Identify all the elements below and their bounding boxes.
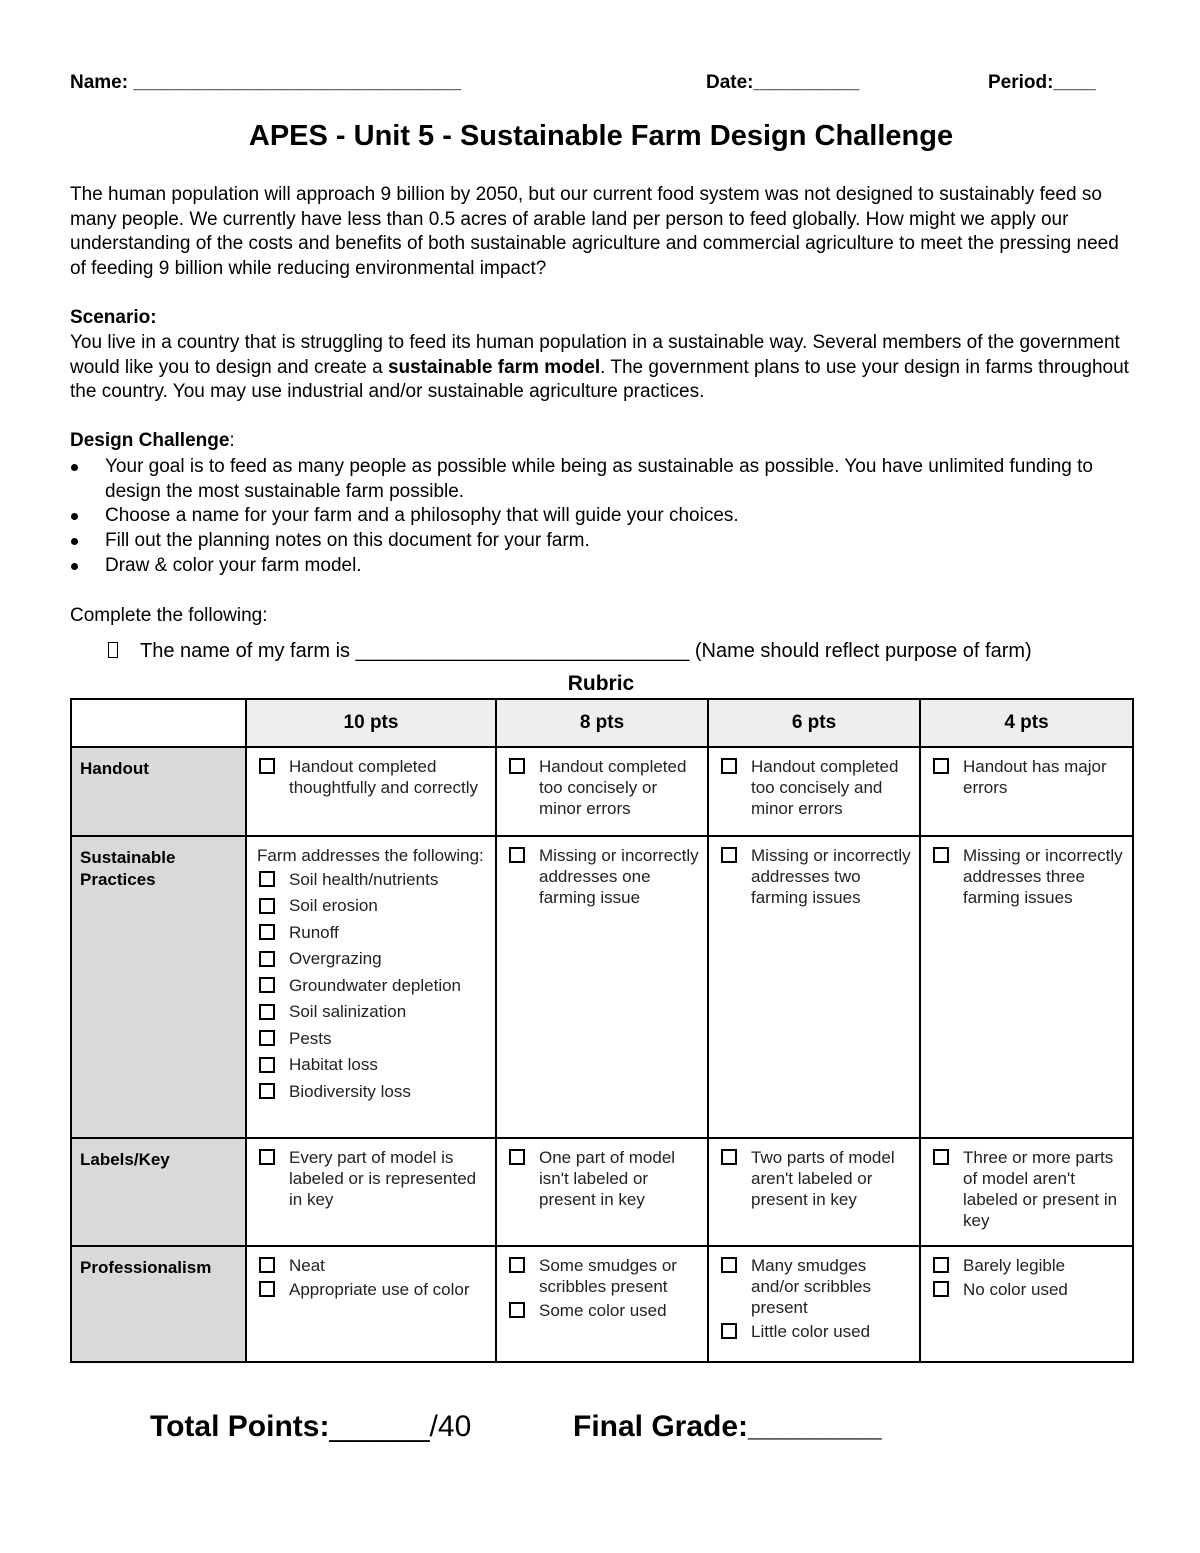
checkbox[interactable]	[259, 1257, 275, 1273]
checkbox[interactable]	[933, 1149, 949, 1165]
practice-label: Biodiversity loss	[289, 1081, 411, 1101]
row-header: Handout	[71, 747, 246, 836]
scenario-heading: Scenario:	[70, 307, 157, 328]
complete-label: Complete the following:	[70, 605, 268, 626]
checkbox[interactable]	[259, 924, 275, 940]
practices-intro: Farm addresses the following:	[257, 846, 484, 865]
criterion-text: Handout has major errors	[963, 757, 1107, 797]
intro-paragraph: The human population will approach 9 billion by 2050, but our current food system was not designed to sustainably feed so many people. We currently have less than 0.5 acres of arable land per person to feed globally. How might we apply our understanding of the costs and benefits of both sustainable agriculture and commercial agriculture to meet the pressing need of feeding 9 billion while reducing environmental impact?	[70, 184, 1119, 280]
checkbox[interactable]	[259, 951, 275, 967]
practice-label: Soil salinization	[289, 1002, 407, 1022]
checkbox[interactable]	[259, 1030, 275, 1046]
rubric-cell	[246, 1138, 496, 1246]
column-header: 8 pts	[496, 699, 708, 747]
rubric-cell	[920, 747, 1133, 836]
criterion-text: Neat	[289, 1256, 325, 1275]
checkbox[interactable]	[933, 847, 949, 863]
list-item: Draw & color your farm model.	[70, 554, 1132, 579]
rubric-table	[70, 698, 1134, 1363]
checkbox[interactable]	[259, 977, 275, 993]
list-item: Choose a name for your farm and a philosophy that will guide your choices.	[70, 504, 1132, 529]
rubric-cell	[708, 836, 920, 1138]
checkbox[interactable]	[721, 1149, 737, 1165]
date-field: Date:__________	[706, 72, 860, 93]
rubric-cell	[496, 836, 708, 1138]
practice-label: Soil health/nutrients	[289, 869, 439, 889]
table-header-row	[71, 699, 1133, 747]
criterion-text: Little color used	[751, 1322, 871, 1341]
criterion-text: Barely legible	[963, 1256, 1066, 1275]
criterion-text: Three or more parts of model aren't labeled or present in key	[963, 1148, 1118, 1230]
rubric-cell	[920, 1246, 1133, 1362]
checkbox[interactable]	[259, 871, 275, 887]
rubric-cell	[708, 747, 920, 836]
criterion-text: Missing or incorrectly addresses three farming issues	[963, 846, 1123, 907]
criterion-text: Every part of model is labeled or is represented in key	[289, 1148, 477, 1209]
rubric-cell	[920, 1138, 1133, 1246]
criterion-text: No color used	[963, 1280, 1068, 1299]
checkbox[interactable]	[509, 1149, 525, 1165]
criterion-text: Handout completed too concisely and minor errors	[751, 757, 899, 818]
criterion-text: Appropriate use of color	[289, 1280, 470, 1299]
list-item: Your goal is to feed as many people as possible while being as sustainable as possible. You have unlimited funding to design the most sustainable farm possible.	[70, 455, 1132, 504]
checkbox[interactable]	[721, 847, 737, 863]
criterion-text: Handout completed thoughtfully and correctly	[289, 757, 478, 797]
header-row	[70, 72, 1132, 98]
checkbox[interactable]	[933, 758, 949, 774]
checkbox[interactable]	[259, 1281, 275, 1297]
checkbox[interactable]	[259, 1004, 275, 1020]
table-row	[71, 1138, 1133, 1246]
checkbox[interactable]	[509, 758, 525, 774]
criterion-text: Some color used	[539, 1301, 667, 1320]
checkbox-glyph-icon	[108, 642, 118, 658]
rubric-cell	[708, 1246, 920, 1362]
criterion-text: Two parts of model aren't labeled or present in key	[751, 1148, 895, 1209]
checkbox[interactable]	[259, 1149, 275, 1165]
period-field: Period:____	[988, 72, 1096, 93]
farm-name-line: The name of my farm is ______________________________ (Name should reflect purpose of farm)	[108, 640, 1032, 663]
row-header: Sustainable Practices	[71, 836, 246, 1138]
checkbox[interactable]	[721, 1323, 737, 1339]
rubric-cell	[496, 1138, 708, 1246]
checkbox[interactable]	[259, 1083, 275, 1099]
column-header: 6 pts	[708, 699, 920, 747]
criterion-text: One part of model isn't labeled or present in key	[539, 1148, 676, 1209]
criterion-text: Handout completed too concisely or minor errors	[539, 757, 687, 818]
practice-label: Runoff	[289, 922, 339, 942]
checkbox[interactable]	[721, 758, 737, 774]
criterion-text: Many smudges and/or scribbles present	[751, 1256, 872, 1317]
checkbox[interactable]	[259, 1057, 275, 1073]
criterion-text: Missing or incorrectly addresses one farming issue	[539, 846, 699, 907]
checkbox[interactable]	[259, 758, 275, 774]
criterion-text: Some smudges or scribbles present	[539, 1256, 677, 1296]
scenario-paragraph: You live in a country that is struggling to feed its human population in a sustainable way. Several members of the government would like you to design and create a sustainable farm model. The government plans to use your design in farms throughout the country. You may use industrial and/or sustainable agriculture practices.	[70, 332, 1129, 403]
table-row	[71, 747, 1133, 836]
rubric-cell	[246, 1246, 496, 1362]
page-title: APES - Unit 5 - Sustainable Farm Design Challenge	[248, 120, 954, 152]
practice-label: Overgrazing	[289, 949, 382, 969]
rubric-cell	[496, 1246, 708, 1362]
checkbox[interactable]	[509, 1257, 525, 1273]
scenario-bold-term: sustainable farm model	[387, 356, 601, 378]
checkbox[interactable]	[509, 847, 525, 863]
design-challenge-heading: Design Challenge:	[70, 430, 235, 451]
table-row	[71, 1246, 1133, 1362]
rubric-cell	[496, 747, 708, 836]
rubric-cell	[246, 836, 496, 1138]
checkbox[interactable]	[933, 1281, 949, 1297]
rubric-cell	[708, 1138, 920, 1246]
final-grade: Final Grade:________	[573, 1410, 882, 1443]
practice-label: Habitat loss	[289, 1055, 378, 1075]
checkbox[interactable]	[933, 1257, 949, 1273]
rubric-cell	[920, 836, 1133, 1138]
rubric-title: Rubric	[567, 672, 635, 695]
rubric-cell	[246, 747, 496, 836]
checkbox[interactable]	[721, 1257, 737, 1273]
name-field: Name: _______________________________	[70, 72, 461, 93]
design-challenge-list	[70, 455, 1132, 579]
practice-label: Groundwater depletion	[289, 975, 462, 995]
checkbox[interactable]	[509, 1302, 525, 1318]
criterion-text: Missing or incorrectly addresses two farming issues	[751, 846, 911, 907]
row-header: Labels/Key	[71, 1138, 246, 1246]
practice-label: Pests	[289, 1028, 332, 1048]
corner-cell	[71, 699, 246, 747]
list-item: Fill out the planning notes on this document for your farm.	[70, 529, 1132, 554]
column-header: 10 pts	[246, 699, 496, 747]
row-header: Professionalism	[71, 1246, 246, 1362]
column-header: 4 pts	[920, 699, 1133, 747]
practice-label: Soil erosion	[289, 896, 378, 916]
checkbox[interactable]	[259, 898, 275, 914]
total-points: Total Points:______/40	[150, 1410, 472, 1443]
table-row	[71, 836, 1133, 1138]
